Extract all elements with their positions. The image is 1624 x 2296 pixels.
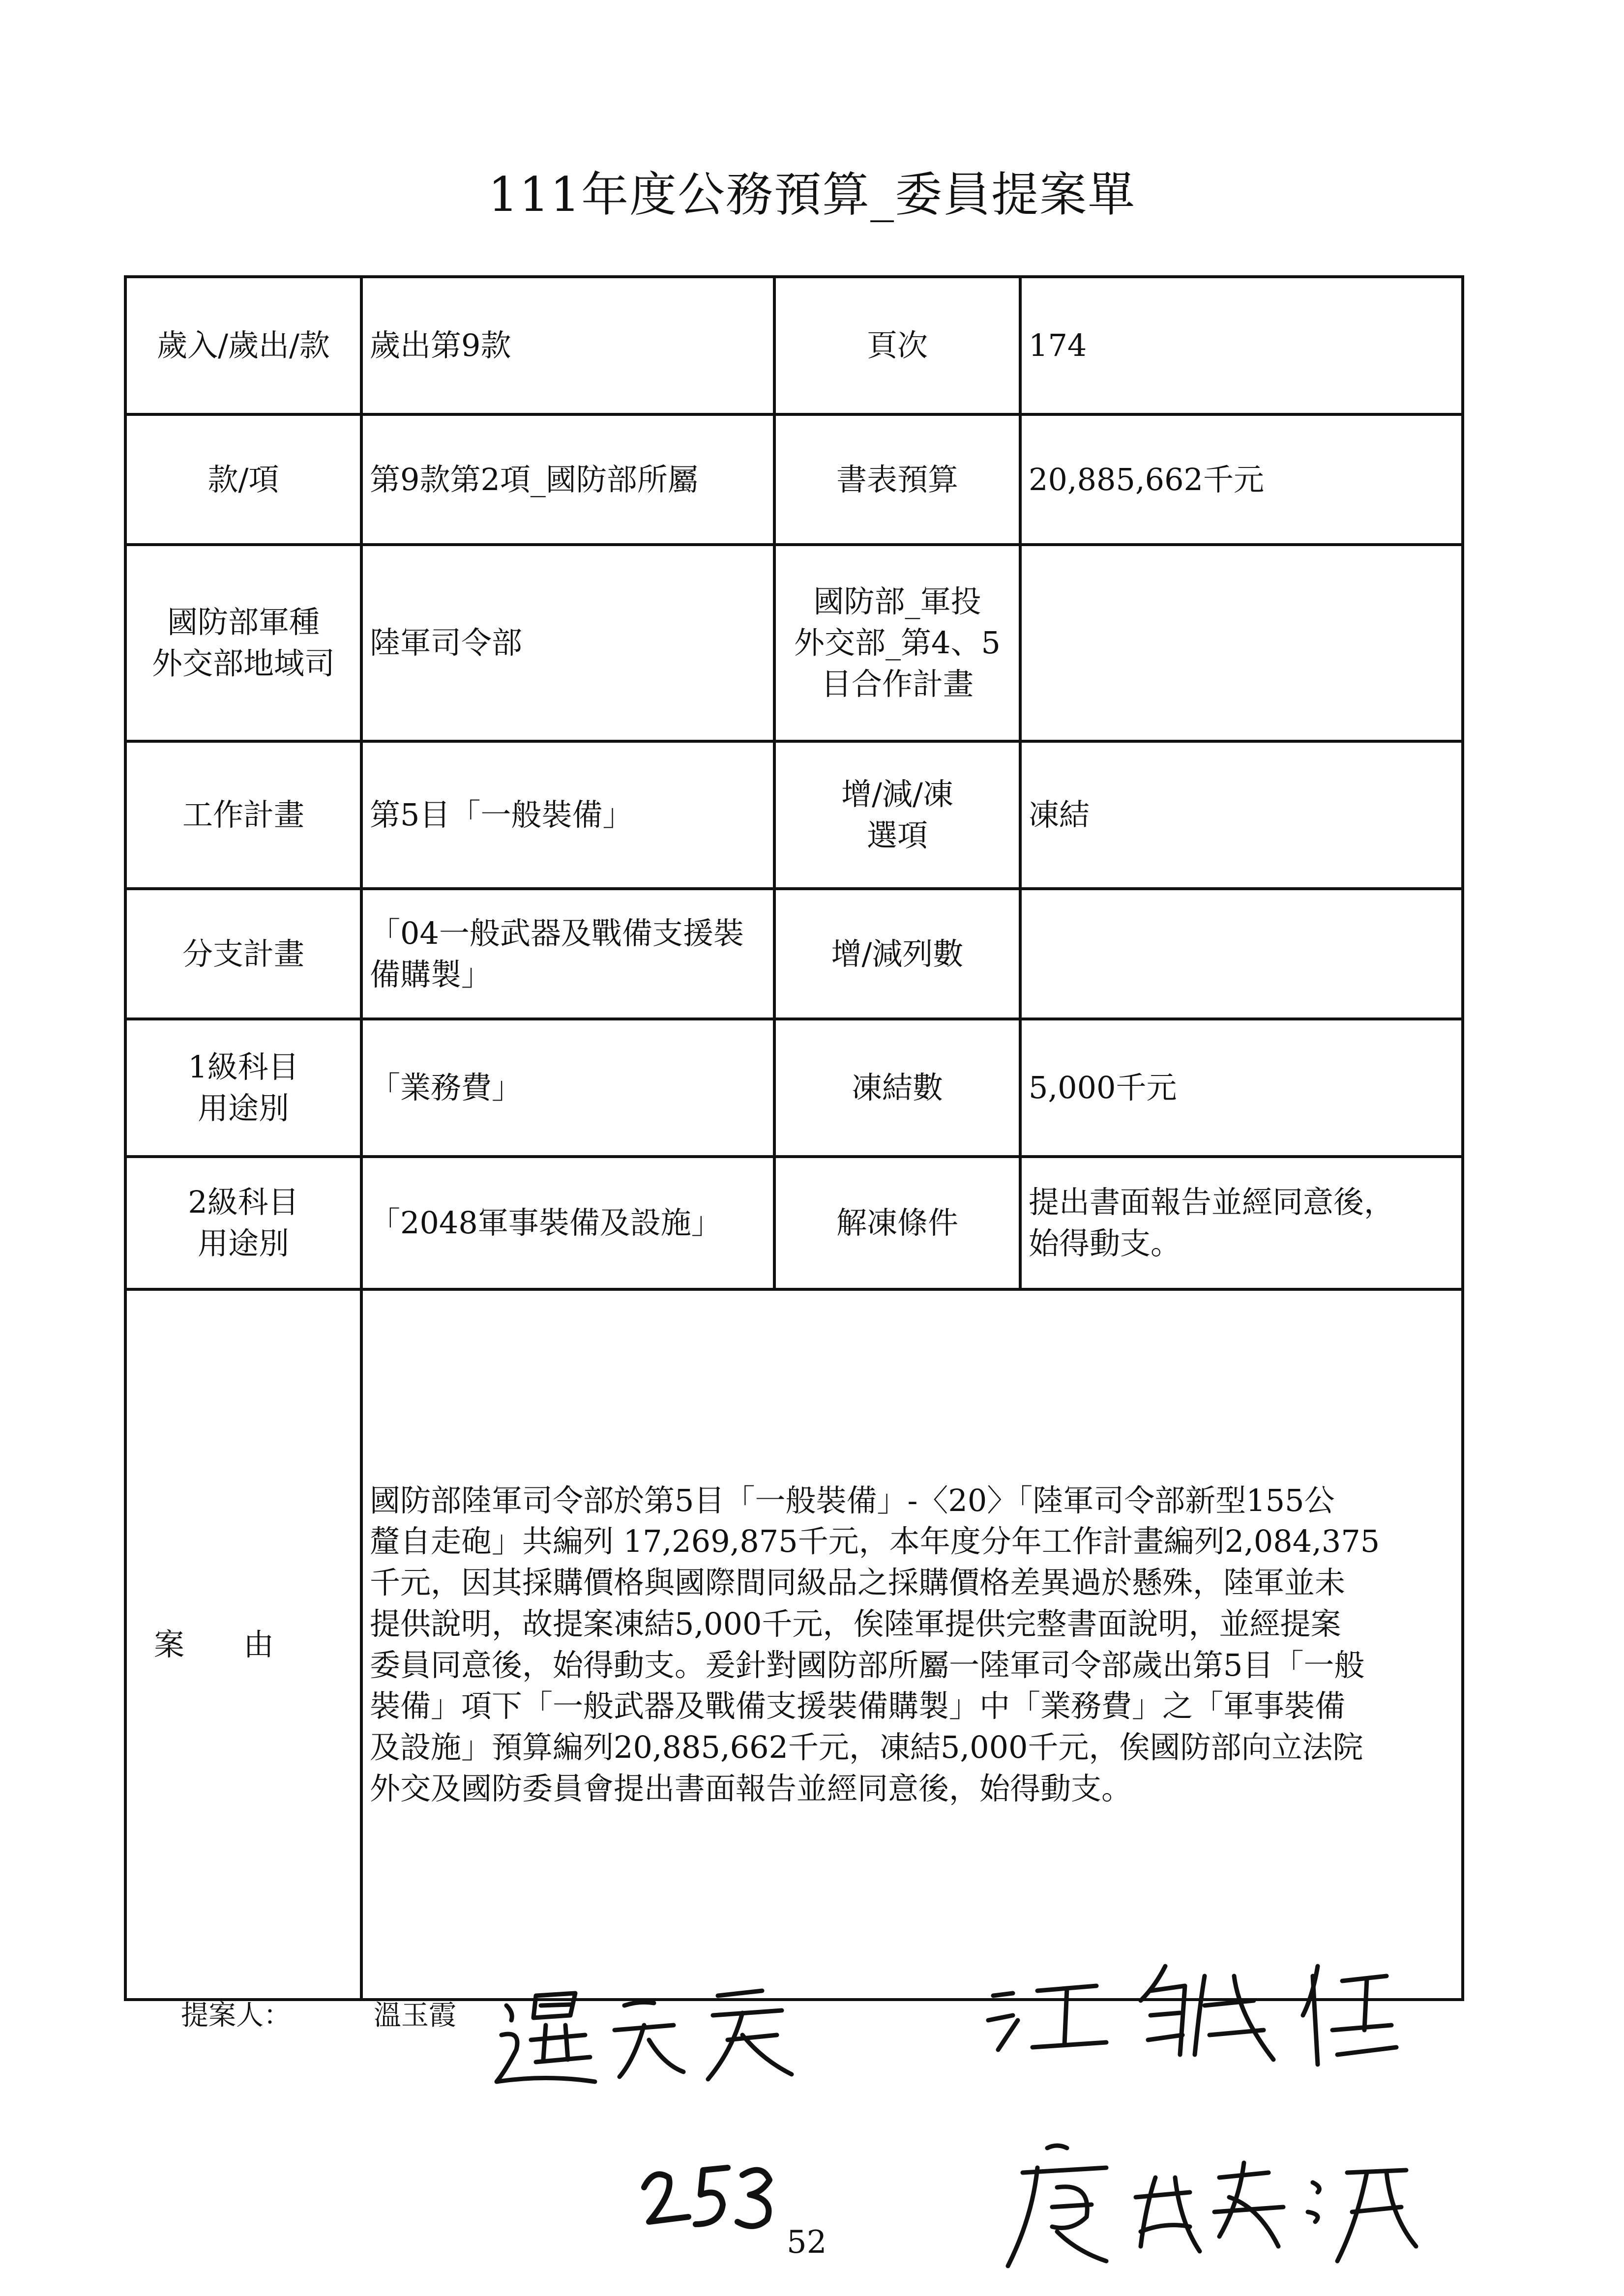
page-number: 52 (787, 2224, 827, 2261)
value-reason (361, 1289, 1463, 2000)
label-frozen-amount: 凍結數 (774, 1019, 1020, 1157)
label-service-branch (125, 545, 361, 741)
proposer-name: 溫玉霞 (374, 2000, 456, 2032)
value-page: 174 (1020, 277, 1463, 414)
form-row (125, 1019, 1463, 1157)
label-line: 增/減/凍 (841, 776, 953, 813)
form-row (125, 1157, 1463, 1289)
value-joint-program (1020, 545, 1463, 741)
value-level2-account: 「2048軍事裝備及設施」 (361, 1157, 774, 1289)
value-line: 始得動支。 (1029, 1225, 1181, 1261)
reason-line: 千元，因其採購價格與國際間同級品之採購價格差異過於懸殊，陸軍並未 (370, 1565, 1346, 1601)
label-line: 1級科目 (188, 1049, 299, 1085)
label-work-plan: 工作計畫 (125, 741, 361, 889)
value-section-item: 第9款第2項_國防部所屬 (361, 414, 774, 545)
reason-line: 及設施」預算編列20,885,662千元，凍結5,000千元，俟國防部向立法院 (370, 1729, 1363, 1765)
label-line: 選項 (866, 817, 928, 853)
label-line: 外交部_第4、5 (794, 625, 1001, 661)
form-row (125, 545, 1463, 741)
proposal-form-table (124, 275, 1464, 2001)
label-line: 外交部地域司 (151, 645, 335, 681)
form-row (125, 741, 1463, 889)
value-line: 提出書面報告並經同意後， (1029, 1184, 1395, 1221)
value-revenue-expense-item: 歲出第9款 (361, 277, 774, 414)
label-level1-account (125, 1019, 361, 1157)
label-adjust-amount: 增/減列數 (774, 889, 1020, 1019)
form-row (125, 414, 1463, 545)
form-row-reason (125, 1289, 1463, 2000)
label-unfreeze-condition: 解凍條件 (774, 1157, 1020, 1289)
handwritten-signature (487, 1976, 821, 2104)
label-reason: 案由 (125, 1289, 361, 2000)
label-line: 國防部_軍投 (813, 583, 981, 620)
label-level2-account (125, 1157, 361, 1289)
label-branch-plan: 分支計畫 (125, 889, 361, 1019)
value-level1-account: 「業務費」 (361, 1019, 774, 1157)
handwritten-number (634, 2153, 782, 2237)
reason-line: 提供說明，故提案凍結5,000千元，俟陸軍提供完整書面說明，並經提案 (370, 1605, 1341, 1642)
handwritten-signature (993, 2133, 1426, 2281)
value-line: 「04一般武器及戰備支援裝 (370, 915, 744, 951)
label-adjust-option (774, 741, 1020, 889)
label-listed-budget: 書表預算 (774, 414, 1020, 545)
reason-line: 外交及國防委員會提出書面報告並經同意後，始得動支。 (370, 1770, 1132, 1806)
reason-line: 國防部陸軍司令部於第5目「一般裝備」-〈20〉「陸軍司令部新型155公 (370, 1482, 1335, 1518)
label-line: 國防部軍種 (167, 604, 320, 640)
value-adjust-amount (1020, 889, 1463, 1019)
value-frozen-amount: 5,000千元 (1020, 1019, 1463, 1157)
form-row (125, 889, 1463, 1019)
form-row (125, 277, 1463, 414)
value-work-plan: 第5目「一般裝備」 (361, 741, 774, 889)
value-service-branch: 陸軍司令部 (361, 545, 774, 741)
label-section-item: 款/項 (125, 414, 361, 545)
value-adjust-option: 凍結 (1020, 741, 1463, 889)
label-joint-program (774, 545, 1020, 741)
label-revenue-expense-item: 歲入/歲出/款 (125, 277, 361, 414)
proposer-label: 提案人： (181, 2000, 291, 2032)
reason-line: 裝備」項下「一般武器及戰備支援裝備購製」中「業務費」之「軍事裝備 (370, 1688, 1346, 1724)
page-title: 111年度公務預算_委員提案單 (488, 167, 1136, 222)
value-unfreeze-condition (1020, 1157, 1463, 1289)
reason-line: 委員同意後，始得動支。爰針對國防部所屬一陸軍司令部歲出第5目「一般 (370, 1647, 1365, 1683)
label-page: 頁次 (774, 277, 1020, 414)
value-branch-plan (361, 889, 774, 1019)
reason-line: 釐自走砲」共編列 17,269,875千元，本年度分年工作計畫編列2,084,375 (370, 1523, 1380, 1560)
handwritten-signature (978, 1947, 1431, 2084)
label-line: 用途別 (197, 1225, 289, 1261)
label-line: 用途別 (197, 1090, 289, 1126)
label-line: 目合作計畫 (821, 666, 974, 702)
value-listed-budget: 20,885,662千元 (1020, 414, 1463, 545)
value-line: 備購製」 (370, 956, 492, 992)
label-line: 2級科目 (188, 1184, 299, 1221)
